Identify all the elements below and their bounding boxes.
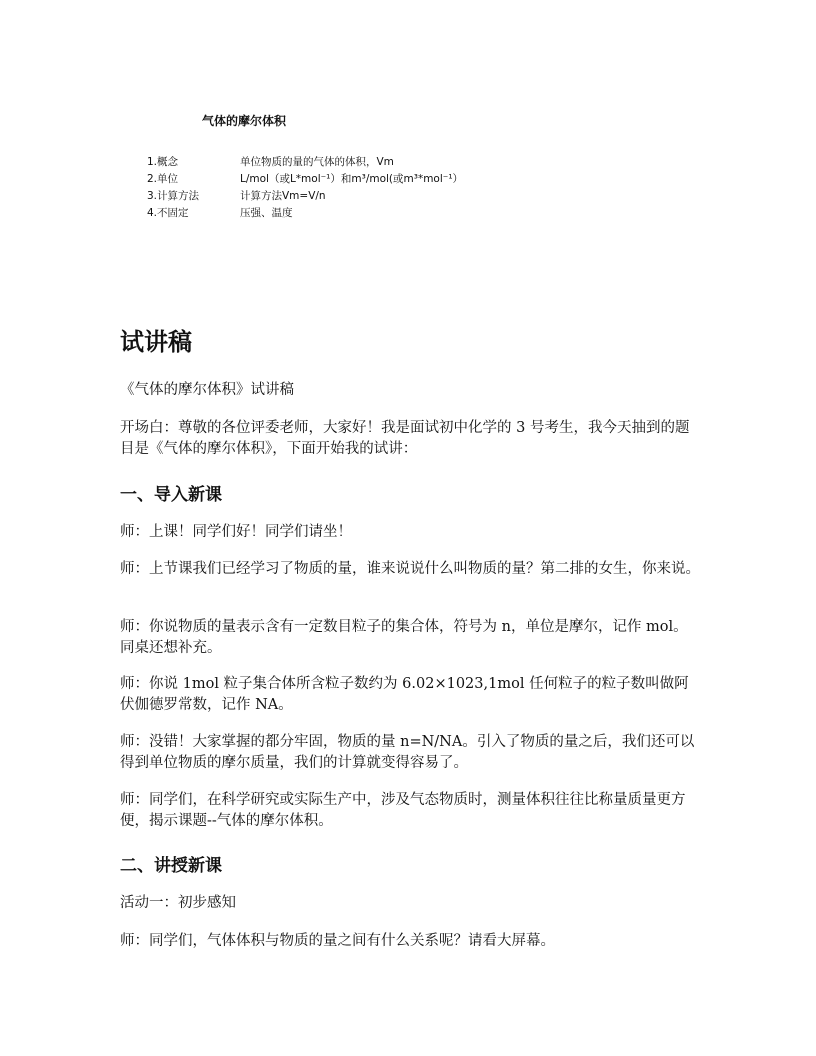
board-row-value: 单位物质的量的气体的体积，Vm [240, 156, 394, 168]
board-row-method [0, 188, 816, 204]
paragraph: 师：没错！大家掌握的都分牢固，物质的量 n=N/NA。引入了物质的量之后，我们还可以得到单位物质的摩尔质量，我们的计算就变得容易了。 [120, 734, 695, 771]
board-row-label: 1.概念 [147, 156, 179, 168]
lecture-subtitle: 《气体的摩尔体积》试讲稿 [120, 382, 294, 398]
board-row-unit [0, 171, 816, 187]
board-row-value: 计算方法Vm=V/n [240, 190, 326, 202]
paragraph: 师：上节课我们已经学习了物质的量，谁来说说什么叫物质的量？第二排的女生，你来说。 [120, 561, 700, 577]
board-row-label: 4.不固定 [147, 207, 189, 219]
section-heading-teaching: 二、讲授新课 [120, 856, 222, 876]
board-slide [0, 0, 816, 300]
opening-paragraph: 开场白：尊敬的各位评委老师，大家好！我是面试初中化学的 3 号考生，我今天抽到的题目是《气体的摩尔体积》，下面开始我的试讲： [120, 420, 690, 457]
board-row-label: 2.单位 [147, 173, 179, 185]
paragraph: 师：你说 1mol 粒子集合体所含粒子数约为 6.02×1023,1mol 任何粒子的粒子数叫做阿伏伽德罗常数，记作 NA。 [120, 676, 689, 713]
paragraph: 师：你说物质的量表示含有一定数目粒子的集合体，符号为 n，单位是摩尔，记作 mol。同桌还想补充。 [120, 619, 688, 656]
paragraph: 师：同学们，在科学研究或实际生产中，涉及气态物质时，测量体积往往比称量质量更方便，揭示课题--气体的摩尔体积。 [120, 792, 686, 829]
paragraph: 活动一：初步感知 [120, 895, 236, 911]
board-row-label: 3.计算方法 [147, 190, 200, 202]
board-row-value: 压强、温度 [240, 207, 293, 219]
board-row-variable [0, 205, 816, 221]
board-row-concept [0, 154, 816, 170]
board-row-value: L/mol（或L*mol⁻¹）和m³/mol(或m³*mol⁻¹） [240, 173, 464, 185]
paragraph: 师：上课！同学们好！同学们请坐！ [120, 524, 352, 540]
paragraph: 师：同学们，气体体积与物质的量之间有什么关系呢？请看大屏幕。 [120, 933, 555, 949]
page-title: 试讲稿 [120, 328, 192, 356]
section-heading-intro: 一、导入新课 [120, 485, 222, 505]
board-title: 气体的摩尔体积 [202, 114, 287, 128]
